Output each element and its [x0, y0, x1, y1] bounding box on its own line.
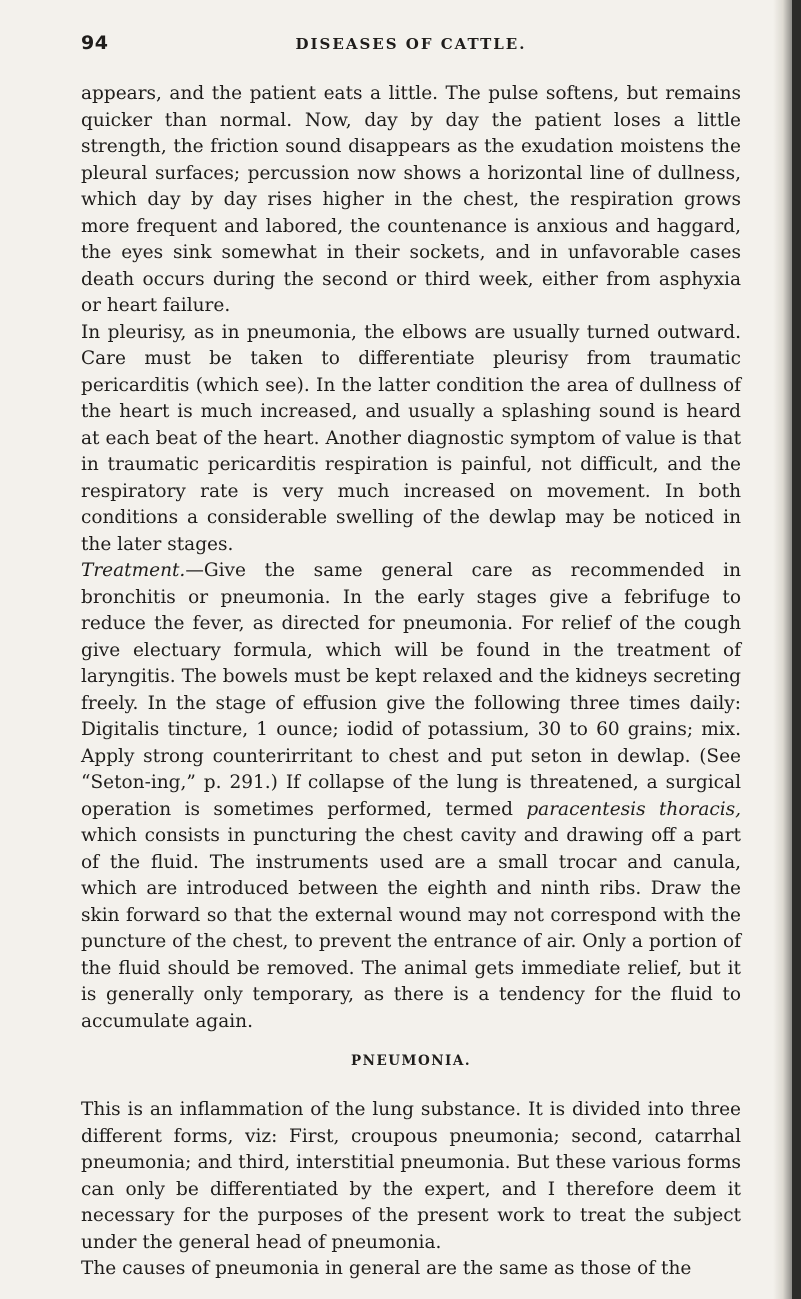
treatment-text-a: —Give the same general care as recommended in bronchitis or pneumonia. In the early stages give a febrifuge to reduce the fever, as directed for pneumonia. For relief of the cough give electuary formula, which will be found in the treatment of laryngitis. The bowels must be kept relaxed and the kidneys secreting freely. In the stage of effusion give the following three times daily: Digitalis tincture, 1 ounce; iodid of potassium, 30 to 60 grains; mix. Apply strong counterirritant to chest and put seton in dewlap. (See “Seton-ing,” p. 291.) If collapse of the lung is threatened, a surgical operation is sometimes performed, termed — [81, 560, 741, 820]
section-heading-pneumonia: PNEUMONIA. — [350, 1053, 472, 1069]
page-gutter — [792, 0, 801, 1299]
paragraph-pneumonia-intro: This is an inflammation of the lung substance. It is divided into three different forms, viz: First, croupous pneumonia; second, catarrhal pneumonia; and third, interstitial pneumonia. But these various forms can only be differentiated by the expert, and I therefore deem it necessary for the purposes of the present work to treat the subject under the general head of pneumonia. — [81, 1099, 741, 1253]
paragraph-continuation: appears, and the patient eats a little. The pulse softens, but remains quicker than normal. Now, day by day the patient loses a little strength, the friction sound disappears as the exudation moistens the pleural surfaces; percussion now shows a horizontal line of dullness, which day by day rises higher in the chest, the respiration grows more frequent and labored, the countenance is anxious and haggard, the eyes sink somewhat in their sockets, and in unfavorable cases death occurs during the second or third week, either from asphyxia or heart failure. — [81, 83, 741, 316]
running-head — [81, 32, 741, 58]
treatment-label: Treatment. — [81, 560, 186, 581]
page-number: 94 — [81, 32, 109, 54]
paragraph-treatment — [81, 558, 741, 1035]
treatment-text-b: which consists in puncturing the chest cavity and drawing off a part of the fluid. The instruments used are a small trocar and canula, which are introduced between the eighth and ninth ribs. Draw the skin forward so that the external wound may not correspond with the puncture of the chest, to prevent the entrance of air. Only a portion of the fluid should be removed. The animal gets immediate relief, but it is generally only temporary, as there is a tendency for the fluid to accumulate again. — [81, 825, 741, 1032]
body-text — [81, 81, 741, 1283]
treatment-term: paracentesis thoracis, — [526, 798, 741, 820]
running-title: DISEASES OF CATTLE. — [295, 35, 527, 53]
paragraph-pneumonia-causes: The causes of pneumonia in general are the same as those of the — [81, 1258, 692, 1279]
paragraph-pleurisy-differentiation: In pleurisy, as in pneumonia, the elbows are usually turned outward. Care must be taken to differentiate pleurisy from traumatic pericarditis (which see). In the latter condition the area of dullness of the heart is much increased, and usually a splashing sound is heard at each beat of the heart. Another diagnostic symptom of value is that in traumatic pericarditis respiration is painful, not difficult, and the respiratory rate is very much increased on movement. In both conditions a considerable swelling of the dewlap may be noticed in the later stages. — [81, 321, 741, 555]
